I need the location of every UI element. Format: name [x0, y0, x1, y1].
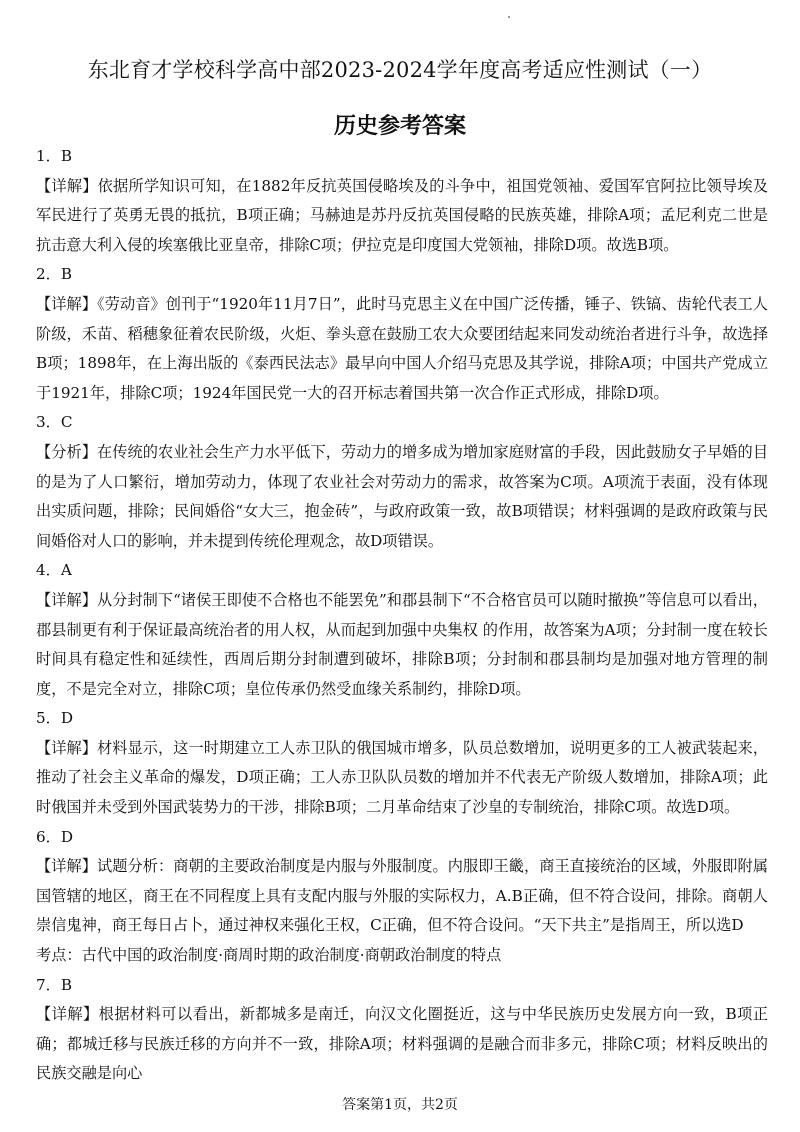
answer-list [36, 142, 768, 1089]
scan-speck [508, 16, 510, 18]
page-subtitle: 历史参考答案 [333, 113, 466, 139]
answer-note: 考点：古代中国的政治制度·商周时期的政治制度·商朝政治制度的特点 [36, 946, 502, 965]
answer-number: 4．A [36, 561, 72, 580]
answer-number: 3．C [36, 413, 73, 432]
answer-number: 7．B [36, 975, 73, 994]
answer-explanation: 【详解】材料显示，这一时期建立工人赤卫队的俄国城市增多，队员总数增加，说明更多的工人被武装起来，推动了社会主义革命的爆发，D项正确；工人赤卫队队员数的增加并不代表无产阶级人数增加，排除A项；此时俄国并未受到外国武装势力的干涉，排除B项；二月革命结束了沙皇的专制统治，排除C项。故选D项。 [36, 738, 768, 817]
answer-explanation: 【详解】根据材料可以看出，新都城多是南迁，向汉文化圈挺近，这与中华民族历史发展方向一致，B项正确；都城迁移与民族迁移的方向并不一致，排除A项；材料强调的是融合而非多元，排除C项；材料反映出的民族交融是向心 [36, 1005, 768, 1083]
answer-number: 1．B [36, 147, 73, 165]
answer-explanation: 【详解】《劳动音》创刊于“1920年11月7日”，此时马克思主义在中国广泛传播，锤子、铁镐、齿轮代表工人阶级，禾苗、稻穗象征着农民阶级，火炬、拳头意在鼓励工农大众要团结起来同发动统治者进行斗争，故选择B项；1898年，在上海出版的《泰西民法志》最早向中国人介绍马克思及其学说，排除A项；中国共产党成立于1921年，排除C项；1924年国民党一大的召开标志着国共第一次合作正式形成，排除D项。 [36, 294, 768, 402]
answer-explanation: 【详解】依据所学知识可知，在1882年反抗英国侵略埃及的斗争中，祖国党领袖、爱国军官阿拉比领导埃及军民进行了英勇无畏的抵抗，B项正确；马赫迪是苏丹反抗英国侵略的民族英雄，排除A项；孟尼利克二世是抗击意大利入侵的埃塞俄比亚皇帝，排除C项；伊拉克是印度国大党领袖，排除D项。故选B项。 [36, 176, 768, 254]
answer-number: 5．D [36, 709, 74, 728]
answer-number: 2．B [36, 265, 73, 284]
answer-explanation: 【详解】从分封制下“诸侯王即使不合格也不能罢免”和郡县制下“不合格官员可以随时撤换”等信息可以看出，郡县制更有利于保证最高统治者的用人权，从而起到加强中央集权 的作用，故答案为A项；分封制一度在较长时间具有稳定性和延续性，西周后期分封制遭到破坏，排除B项；分封制和郡县制均是加强对地方管理的制度，不是完全对立，排除C项；皇位传承仍然受血缘关系制约，排除D项。 [36, 590, 768, 698]
answer-number: 6．D [36, 827, 74, 846]
answer-explanation: 【详解】试题分析：商朝的主要政治制度是内服与外服制度。内服即王畿，商王直接统治的区域，外服即附属国管辖的地区，商王在不同程度上具有支配内服与外服的实际权力，A.B正确，但不符合设问，排除。商朝人崇信鬼神，商王每日占卜，通过神权来强化王权，C正确，但不符合设问。“天下共主”是指周王，所以选D [36, 857, 768, 935]
page-footer: 答案第1页，共2页 [342, 1097, 458, 1113]
answer-explanation: 【分析】在传统的农业社会生产力水平低下，劳动力的增多成为增加家庭财富的手段，因此鼓励女子早婚的目的是为了人口繁衍，增加劳动力，体现了农业社会对劳动力的需求，故答案为C项。A项流于表面，没有体现出实质问题，排除；民间婚俗“女大三，抱金砖”，与政府政策一致，故B项错误；材料强调的是政府政策与民间婚俗对人口的影响，并未提到传统伦理观念，故D项错误。 [36, 442, 768, 550]
page-title: 东北育才学校科学高中部2023-2024学年度高考适应性测试（一） [87, 58, 713, 82]
